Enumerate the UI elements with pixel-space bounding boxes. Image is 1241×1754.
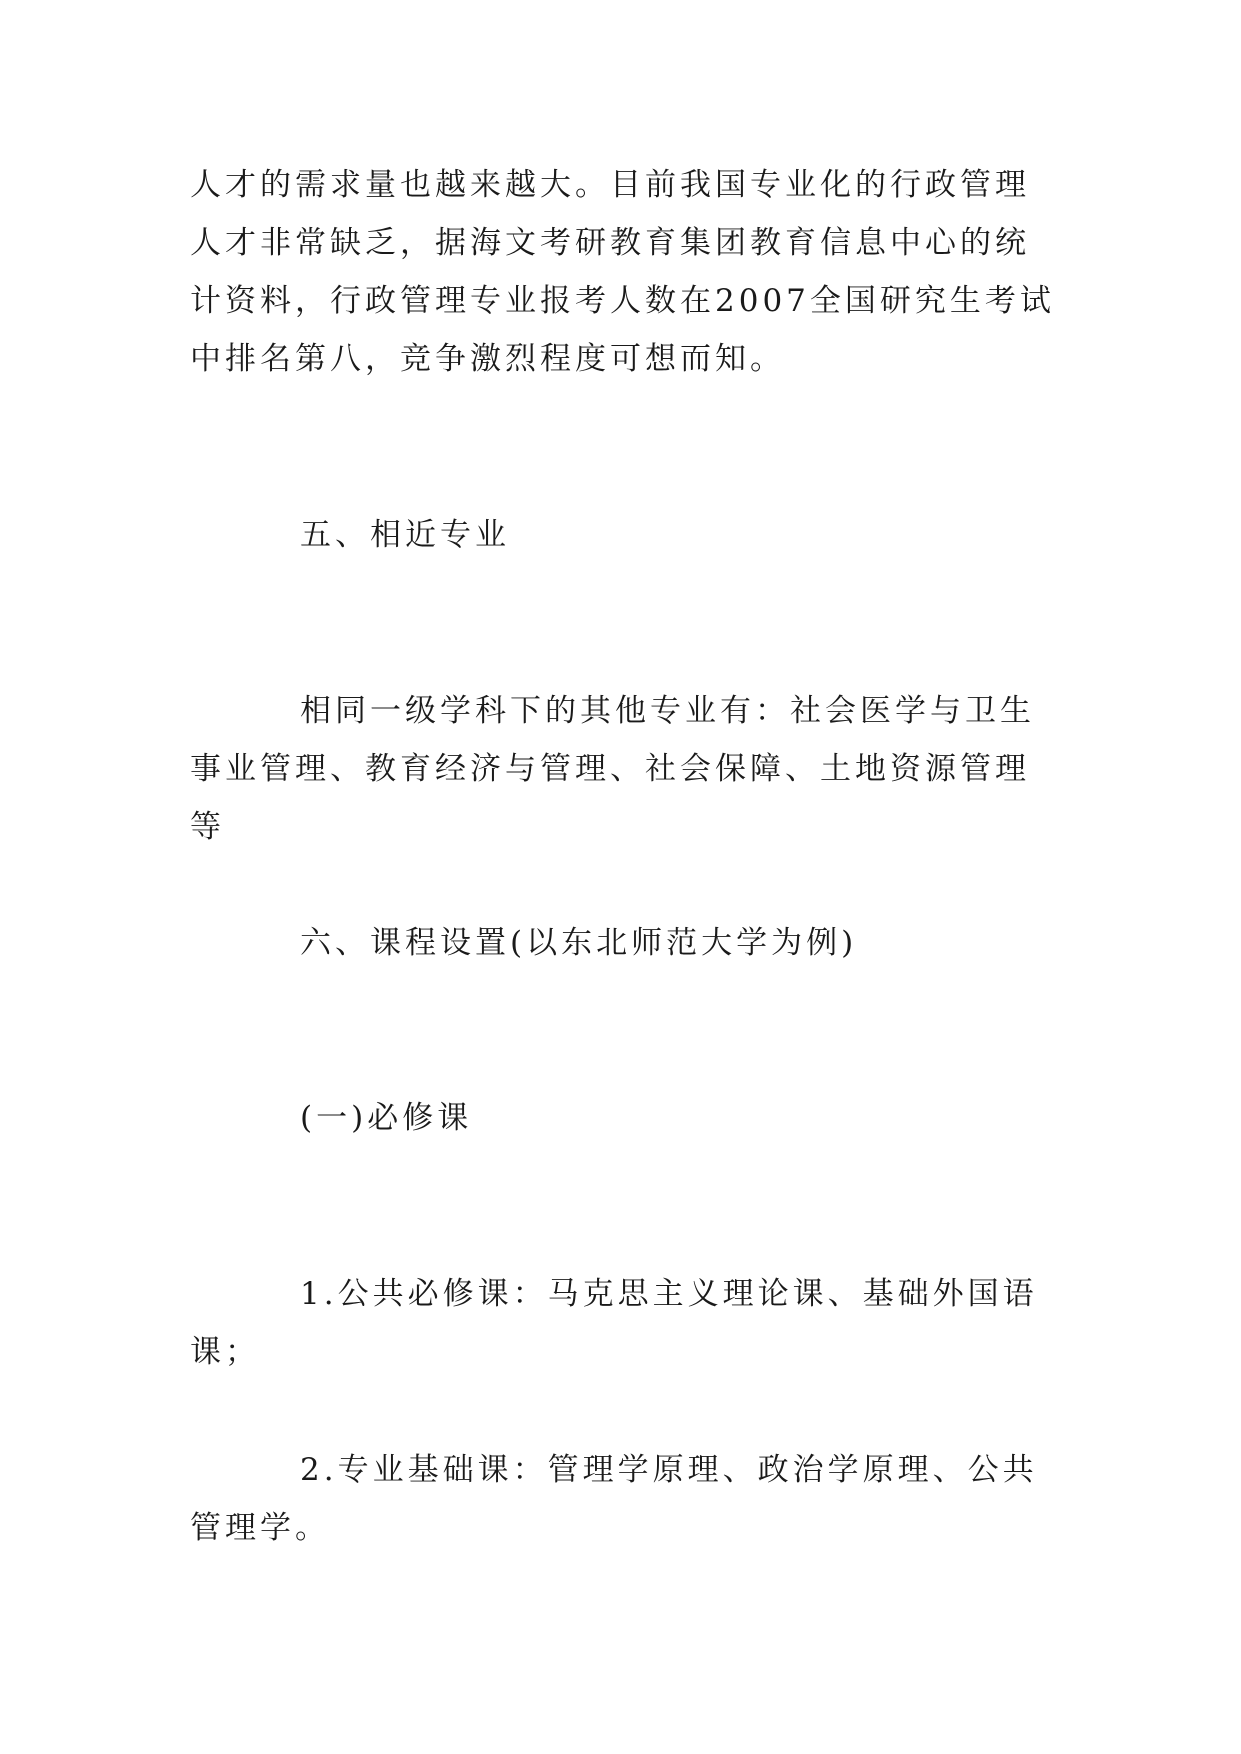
section-heading-curriculum: 六、课程设置(以东北师范大学为例) xyxy=(300,925,858,961)
body-paragraph-talent-demand: 人才的需求量也越来越大。目前我国专业化的行政管理人才非常缺乏，据海文考研教育集团教育信息中心的统计资料，行政管理专业报考人数在2007全国研究生考试中排名第八，竞争激烈程度可想而知。 xyxy=(190,167,1055,377)
section-heading-related-majors: 五、相近专业 xyxy=(300,517,510,553)
subsection-heading-required-courses: (一)必修课 xyxy=(300,1100,473,1136)
list-item-public-required-courses: 1.公共必修课：马克思主义理论课、基础外国语课； xyxy=(190,1276,1038,1370)
body-paragraph-related-majors: 相同一级学科下的其他专业有：社会医学与卫生事业管理、教育经济与管理、社会保障、土地资源管理等 xyxy=(190,693,1035,845)
list-item-professional-foundation-courses: 2.专业基础课：管理学原理、政治学原理、公共管理学。 xyxy=(190,1452,1038,1546)
